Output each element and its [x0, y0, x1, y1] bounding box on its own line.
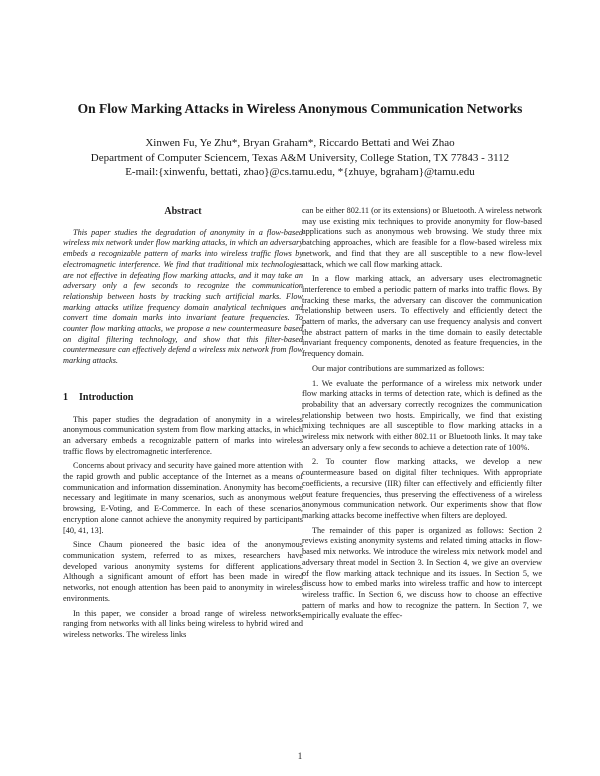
intro-section-title: Introduction — [79, 391, 134, 403]
contributions-list — [302, 379, 542, 522]
author-email: E-mail:{xinwenfu, bettati, zhao}@cs.tamu.edu, *{zhuye, bgraham}@tamu.edu — [125, 166, 475, 178]
author-names: Xinwen Fu, Ye Zhu*, Bryan Graham*, Riccardo Bettati and Wei Zhao — [145, 137, 455, 149]
abstract-text: This paper studies the degradation of anonymity in a flow-based wireless mix network under flow marking attacks, in which an adversary embeds a recognizable pattern of marks into wireless traffic flows by electromagnetic interference. We find that traditional mix technologies are not effective in defeating flow marking attacks, and it may take an adversary only a few seconds to recognize the communication relationship between hosts by tracking such artificial marks. Flow marking attacks utilize frequency domain analytical techniques and convert time domain marks into invariant feature frequencies. To counter flow marking attacks, we propose a new countermeasure based on digital filtering technology, and show that this filter-based countermeasure can effectively defend a wireless mix network from flow marking attacks. — [63, 227, 303, 366]
intro-heading — [63, 393, 303, 404]
paper-title: On Flow Marking Attacks in Wireless Anonymous Communication Networks — [77, 101, 523, 116]
right-paragraph: can be either 802.11 (or its extensions) or Bluetooth. A wireless network may use existing mix techniques to provide anonymity for flow-based applications such as anonymous web browsing. We study three mix batching approaches, which are feasible for a flow-based wireless mix network, and find that they are all susceptible to a new flow-level attack, which we call flow marking attack. — [302, 206, 542, 269]
abstract-heading: Abstract — [164, 206, 202, 217]
contribution-item: 1. We evaluate the performance of a wireless mix network under flow marking attacks in terms of detection rate, which is defined as the probability that an adversary correctly recognizes the communication relationship between two hosts. Empirically, we find that existing mixing techniques are all susceptible to flow marking attacks in a wireless mix network with either 802.11 or Bluetooth links. It may take an adversary only a few seconds to achieve a detection rate of 100%. — [302, 378, 542, 452]
abstract-section — [63, 207, 303, 367]
right-paragraph: In a flow marking attack, an adversary uses electromagnetic interference to embed a periodic pattern of marks into traffic flows. By tracking these marks, the adversary can discover the communication relationship between users. To effectively and efficiently detect the pattern of marks, the adversary can use frequency analysis and convert the abstract pattern of marks in the time domain to easily detectable invariant frequency components, denoted as feature frequencies, in the frequency domain. — [302, 274, 542, 359]
intro-paragraph: Since Chaum pioneered the basic idea of the anonymous communication system, referred to as mixes, researchers have developed various anonymity systems for different applications. Although a significant amount of effort has been made in wired networks, not enough attention has been paid to anonymity in wireless environments. — [63, 540, 303, 603]
right-paragraph: The remainder of this paper is organized as follows: Section 2 reviews existing anonymity systems and related timing attacks in flow-based mix networks. We introduce the wireless mix network model and adversary threat model in Section 3. In Section 4, we give an overview of the flow marking attack technique and its issues. In Section 5, we discuss how to embed marks into wireless traffic and how to intercept wireless traffic. In Section 6, we discuss how to choose an effective pattern of marks and how to recognize the pattern. In Section 7, we empirically evaluate the effec- — [302, 525, 542, 621]
author-affiliation: Department of Computer Sciencem, Texas A&M University, College Station, TX 77843 - 3112 — [90, 151, 510, 164]
intro-paragraph: Concerns about privacy and security have gained more attention with the rapid growth and public acceptance of the Internet as a means of communication and information dissemination. Anonymity has become necessary and legitimate in many scenarios, such as anonymous web browsing, E-Voting, and E-Commerce. In each of these scenarios, encryption alone cannot achieve the anonymity required by participants [40, 41, 13]. — [63, 461, 303, 535]
intro-section-number: 1 — [63, 391, 68, 403]
author-block — [0, 136, 600, 180]
left-column — [63, 207, 303, 645]
intro-paragraph: This paper studies the degradation of anonymity in a wireless anonymous communication system from flow marking attacks, in which an adversary embeds a recognizable pattern of marks into wireless traffic flows by electromagnetic interference. — [63, 414, 303, 456]
contribution-item: 2. To counter flow marking attacks, we develop a new countermeasure based on digital filter techniques. With appropriate coefficients, a recursive (IIR) filter can effectively and efficiently filter out feature frequencies, thus preserving the effectiveness of a wireless anonymous communication network. Our experiments show that flow marking attacks become ineffective when filters are deployed. — [302, 457, 542, 520]
right-column — [302, 206, 542, 626]
page-number: 1 — [297, 751, 303, 761]
right-paragraph: Our major contributions are summarized as follows: — [312, 363, 485, 373]
intro-paragraph: In this paper, we consider a broad range of wireless networks, ranging from networks with all links being wireless to hybrid wired and wireless networks. The wireless links — [63, 608, 303, 639]
